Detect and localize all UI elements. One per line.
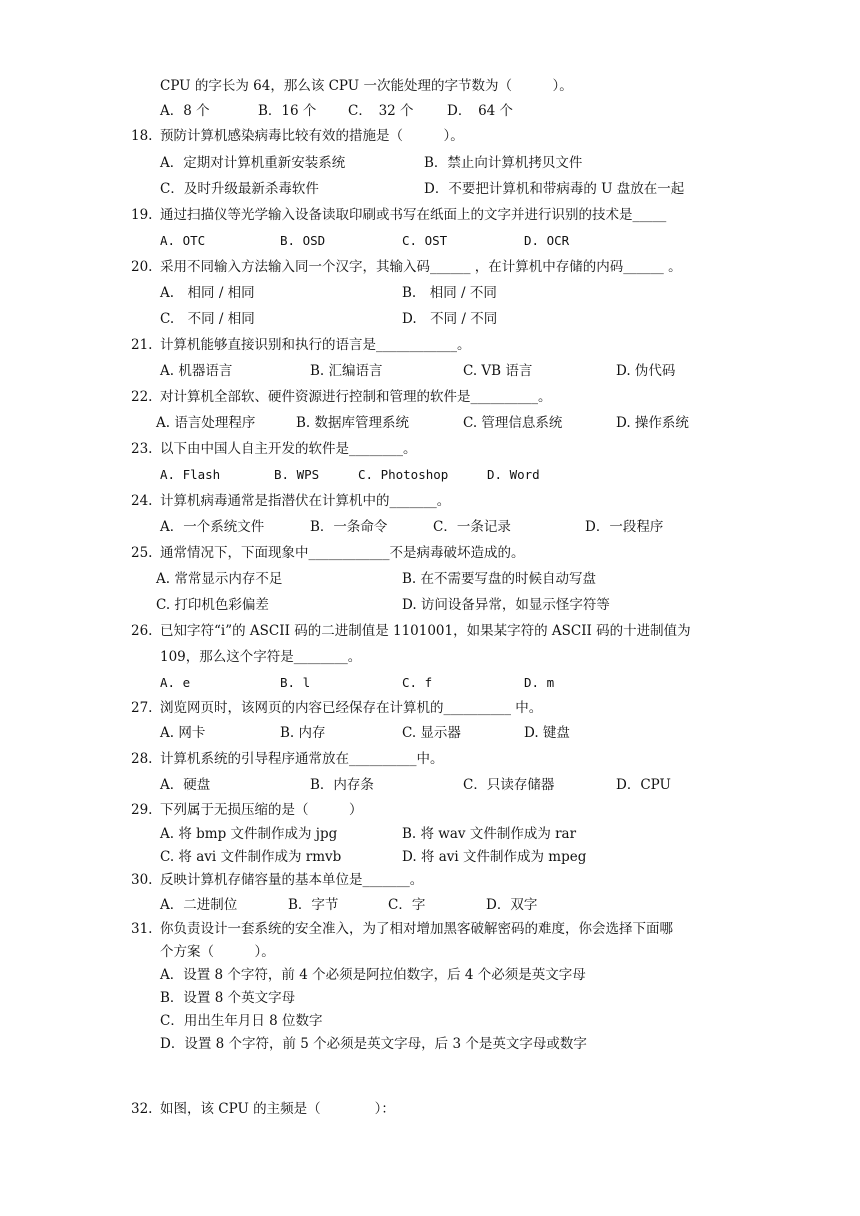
q31-option-d: D．设置 8 个字符，前 5 个必须是英文字母，后 3 个是英文字母或数字 <box>160 1036 587 1052</box>
q18-option-c: C．及时升级最新杀毒软件 <box>160 181 319 197</box>
q22-option-a: A. 语言处理程序 <box>156 415 256 431</box>
question-number: 26. <box>131 623 153 639</box>
q27-option-b: B. 内存 <box>280 725 326 741</box>
question-number: 27. <box>131 700 153 716</box>
question-text: 已知字符“i”的 ASCII 码的二进制值是 1101001，如果某字符的 ASCII 码的十进制值为 <box>160 623 691 639</box>
question-26 <box>131 622 691 640</box>
q20-option-c: C. 不同 / 相同 <box>160 311 255 327</box>
q28-option-c: C．只读存储器 <box>463 777 555 793</box>
question-text: 你负责设计一套系统的安全准入，为了相对增加黑客破解密码的难度，你会选择下面哪 <box>160 921 673 937</box>
q25-option-d: D. 访问设备异常，如显示怪字符等 <box>402 597 610 613</box>
q26-option-d: D. m <box>524 675 555 690</box>
question-19 <box>131 206 666 224</box>
question-number: 24. <box>131 493 153 509</box>
question-text: 计算机系统的引导程序通常放在__________中。 <box>160 751 444 767</box>
q27-option-c: C. 显示器 <box>402 725 461 741</box>
question-number: 18. <box>131 128 153 144</box>
q21-option-a: A. 机器语言 <box>160 363 233 379</box>
question-number: 25. <box>131 545 153 561</box>
question-text: 预防计算机感染病毒比较有效的措施是（ ）。 <box>160 128 464 144</box>
q18-option-b: B．禁止向计算机拷贝文件 <box>424 155 583 171</box>
q24-option-c: C．一条记录 <box>433 519 511 535</box>
q31-option-b: B．设置 8 个英文字母 <box>160 990 296 1006</box>
q29-option-d: D. 将 avi 文件制作成为 mpeg <box>402 849 587 865</box>
q25-option-b: B. 在不需要写盘的时候自动写盘 <box>402 571 597 587</box>
question-number: 29. <box>131 802 153 818</box>
q26-option-c: C. f <box>402 675 433 690</box>
question-28 <box>131 750 444 768</box>
question-number: 19. <box>131 207 153 223</box>
q24-option-b: B．一条命令 <box>310 519 388 535</box>
question-22 <box>131 388 552 406</box>
q26-option-b: B. l <box>280 675 311 690</box>
question-number: 31. <box>131 921 153 937</box>
question-text: 下列属于无损压缩的是（ ） <box>160 802 363 818</box>
q29-option-c: C. 将 avi 文件制作成为 rmvb <box>160 849 342 865</box>
q30-option-c: C．字 <box>388 897 426 913</box>
question-text: 计算机能够直接识别和执行的语言是____________。 <box>160 337 471 353</box>
q19-option-c: C. OST <box>402 233 448 248</box>
q28-option-a: A．硬盘 <box>160 777 211 793</box>
question-number: 28. <box>131 751 153 767</box>
q23-option-d: D. Word <box>487 467 540 482</box>
question-text: 采用不同输入方法输入同一个汉字，其输入码______ ，在计算机中存储的内码______ 。 <box>160 259 682 275</box>
question-21 <box>131 336 471 354</box>
q31-option-c: C．用出生年月日 8 位数字 <box>160 1013 323 1029</box>
q20-option-b: B. 相同 / 不同 <box>402 285 497 301</box>
q17-option-b: B．16 个 <box>258 103 317 119</box>
question-31-continuation: 个方案（ ）。 <box>160 944 275 960</box>
q26-option-a: A. e <box>160 675 191 690</box>
question-text: 通过扫描仪等光学输入设备读取印刷或书写在纸面上的文字并进行识别的技术是_____ <box>160 207 667 223</box>
question-text: 计算机病毒通常是指潜伏在计算机中的_______。 <box>160 493 451 509</box>
question-24 <box>131 492 450 510</box>
q21-option-b: B. 汇编语言 <box>310 363 383 379</box>
q30-option-a: A．二进制位 <box>160 897 238 913</box>
q18-option-a: A．定期对计算机重新安装系统 <box>160 155 346 171</box>
question-number: 23. <box>131 441 153 457</box>
q24-option-d: D．一段程序 <box>585 519 664 535</box>
question-number: 22. <box>131 389 153 405</box>
q17-option-a: A．8 个 <box>160 103 210 119</box>
q18-option-d: D．不要把计算机和带病毒的 U 盘放在一起 <box>424 181 685 197</box>
q19-option-d: D. OCR <box>524 233 570 248</box>
question-text: 对计算机全部软、硬件资源进行控制和管理的软件是__________。 <box>160 389 552 405</box>
q23-option-c: C. Photoshop <box>358 467 449 482</box>
q23-option-b: B. WPS <box>274 467 320 482</box>
question-31 <box>131 920 673 938</box>
q22-option-d: D. 操作系统 <box>616 415 689 431</box>
question-number: 32. <box>131 1101 153 1117</box>
q19-option-b: B. OSD <box>280 233 326 248</box>
q22-option-c: C. 管理信息系统 <box>463 415 563 431</box>
question-text: 以下由中国人自主开发的软件是________。 <box>160 441 417 457</box>
q17-option-c: C． 32 个 <box>348 103 414 119</box>
q25-option-a: A. 常常显示内存不足 <box>156 571 283 587</box>
q20-option-a: A. 相同 / 相同 <box>160 285 255 301</box>
q27-option-d: D. 键盘 <box>524 725 570 741</box>
q17-option-d: D． 64 个 <box>447 103 514 119</box>
q27-option-a: A. 网卡 <box>160 725 206 741</box>
question-23 <box>131 440 417 458</box>
question-text: 反映计算机存储容量的基本单位是_______。 <box>160 872 424 888</box>
question-30 <box>131 871 423 889</box>
question-20 <box>131 258 682 276</box>
q21-option-d: D. 伪代码 <box>616 363 676 379</box>
q30-option-b: B．字节 <box>288 897 339 913</box>
question-17-continuation: CPU 的字长为 64，那么该 CPU 一次能处理的字节数为（ ）。 <box>160 78 573 94</box>
q21-option-c: C. VB 语言 <box>463 363 533 379</box>
q30-option-d: D．双字 <box>486 897 538 913</box>
q23-option-a: A. Flash <box>160 467 221 482</box>
q19-option-a: A. OTC <box>160 233 206 248</box>
q28-option-b: B．内存条 <box>310 777 374 793</box>
question-18 <box>131 127 464 145</box>
question-29 <box>131 801 363 819</box>
q29-option-b: B. 将 wav 文件制作成为 rar <box>402 826 577 842</box>
q28-option-d: D．CPU <box>616 777 671 793</box>
question-32 <box>131 1100 395 1118</box>
q31-option-a: A．设置 8 个字符，前 4 个必须是阿拉伯数字，后 4 个必须是英文字母 <box>160 967 586 983</box>
question-text: 如图，该 CPU 的主频是（ ）： <box>160 1101 395 1117</box>
q24-option-a: A．一个系统文件 <box>160 519 265 535</box>
question-number: 20. <box>131 259 153 275</box>
q20-option-d: D. 不同 / 不同 <box>402 311 498 327</box>
question-27 <box>131 699 542 717</box>
q22-option-b: B. 数据库管理系统 <box>296 415 410 431</box>
question-26-continuation: 109，那么这个字符是________。 <box>160 649 362 665</box>
question-number: 30. <box>131 872 153 888</box>
question-text: 浏览网页时，该网页的内容已经保存在计算机的__________ 中。 <box>160 700 543 716</box>
question-text: 通常情况下，下面现象中____________不是病毒破坏造成的。 <box>160 545 525 561</box>
q29-option-a: A. 将 bmp 文件制作成为 jpg <box>160 826 338 842</box>
q25-option-c: C. 打印机色彩偏差 <box>156 597 269 613</box>
question-25 <box>131 544 525 562</box>
question-number: 21. <box>131 337 153 353</box>
